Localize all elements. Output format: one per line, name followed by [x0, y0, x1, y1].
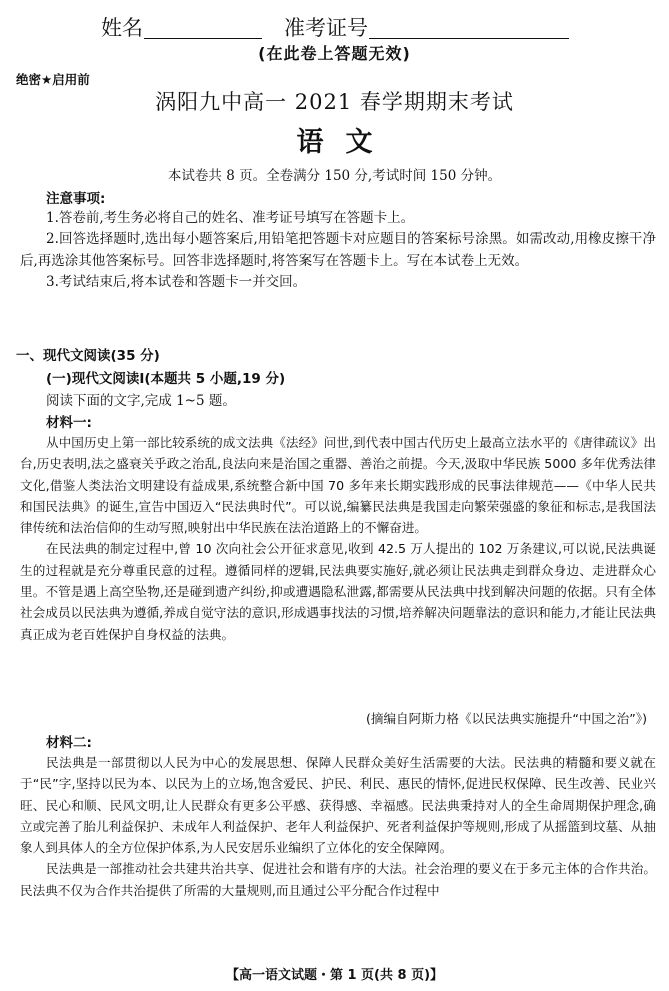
exam-description: 本试卷共 8 页。全卷满分 150 分,考试时间 150 分钟。 — [167, 168, 502, 184]
notes-title: 注意事项: — [46, 191, 106, 207]
exam-id-label: 准考证号 — [284, 16, 368, 40]
answer-invalid-note: (在此卷上答题无效) — [258, 44, 411, 63]
material-paragraph: 民法典是一部推动社会共建共治共享、促进社会和谐有序的大法。社会治理的要义在于多元主体的合作共治。民法典不仅为合作共治提供了所需的大量规则,而且通过公平分配合作过程中 — [20, 861, 656, 898]
name-label: 姓名 — [101, 16, 143, 40]
material-paragraph: 从中国历史上第一部比较系统的成文法典《法经》问世,到代表中国古代历史上最高立法水平的《唐律疏议》出台,历史表明,法之盛衰关乎政之治乱,良法向来是治国之重器、善治之前提。今天,汲取中华民族 5000 多年优秀法律文化,借鉴人类法治文明建设有益成果,系统整合新中国 70 多年来长期实践形成的民事法律规范——《中华人民共和国民法典》的诞生,宣告中国迈入“民法典时代”。可以说,编纂民法典是我国走向繁荣强盛的象征和标志,是我国法律传统和法治信仰的生动写照,映射出中华民族在法治道路上的不懈奋进。 — [20, 435, 656, 536]
material2-text — [20, 752, 656, 901]
material-paragraph: 民法典是一部贯彻以人民为中心的发展思想、保障人民群众美好生活需要的大法。民法典的精髓和要义就在于“民”字,坚持以民为本、以民为上的立场,饱含爱民、护民、利民、惠民的情怀,促进民权保障、民生改善、民业兴旺、民心和顺、民风文明,让人民群众有更多公平感、获得感、幸福感。民法典秉持对人的全生命周期保护理念,确立或完善了胎儿利益保护、未成年人利益保护、老年人利益保护、死者利益保护等规则,形成了从摇篮到坟墓、从抽象人到具体人的全方位保护体系,为人民安居乐业编织了立体化的安全保障网。 — [20, 755, 656, 856]
name-blank — [144, 38, 262, 39]
note-item: 3.考试结束后,将本试卷和答题卡一并交回。 — [46, 274, 307, 291]
material1-label: 材料一: — [46, 415, 92, 431]
notes-list — [20, 208, 656, 294]
secret-mark: 绝密★启用前 — [16, 72, 90, 87]
subsection-title: (一)现代文阅读Ⅰ(本题共 5 小题,19 分) — [46, 371, 286, 387]
note-item: 2.回答选择题时,选出每小题答案后,用铅笔把答题卡对应题目的答案标号涂黑。如需改动,用橡皮擦干净后,再选涂其他答案标号。回答非选择题时,将答案写在答题卡上。写在本试卷上无效。 — [20, 231, 656, 269]
material1-source: (摘编自阿斯力格《以民法典实施提升“中国之治”》) — [365, 711, 647, 726]
material-paragraph: 在民法典的制定过程中,曾 10 次向社会公开征求意见,收到 42.5 万人提出的 102 万条建议,可以说,民法典诞生的过程就是充分尊重民意的过程。遵循同样的逻辑,民法典要实施好,就必须让民法典走到群众身边、走进群众心里。不管是遇上高空坠物,还是碰到遗产纠纷,抑或遭遇隐私泄露,都需要从民法典中找到解决问题的依据。只有全体社会成员以民法典为遵循,养成自觉守法的意识,形成遇事找法的习惯,培养解决问题靠法的意识和能力,才能让民法典真正成为老百姓保护自身权益的法典。 — [20, 541, 656, 642]
exam-title: 涡阳九中高一 2021 春学期期末考试 — [155, 90, 514, 114]
subject-title: 语文 — [296, 127, 395, 158]
reading-instruction: 阅读下面的文字,完成 1~5 题。 — [46, 393, 236, 409]
section-title: 一、现代文阅读(35 分) — [16, 348, 160, 364]
exam-id-blank — [369, 38, 569, 39]
page-footer: 【高一语文试题・第 1 页(共 8 页)】 — [225, 968, 444, 983]
material2-label: 材料二: — [46, 735, 92, 751]
note-item: 1.答卷前,考生务必将自己的姓名、准考证号填写在答题卡上。 — [46, 210, 415, 226]
material1-text — [20, 432, 656, 645]
candidate-info-line — [0, 10, 669, 38]
